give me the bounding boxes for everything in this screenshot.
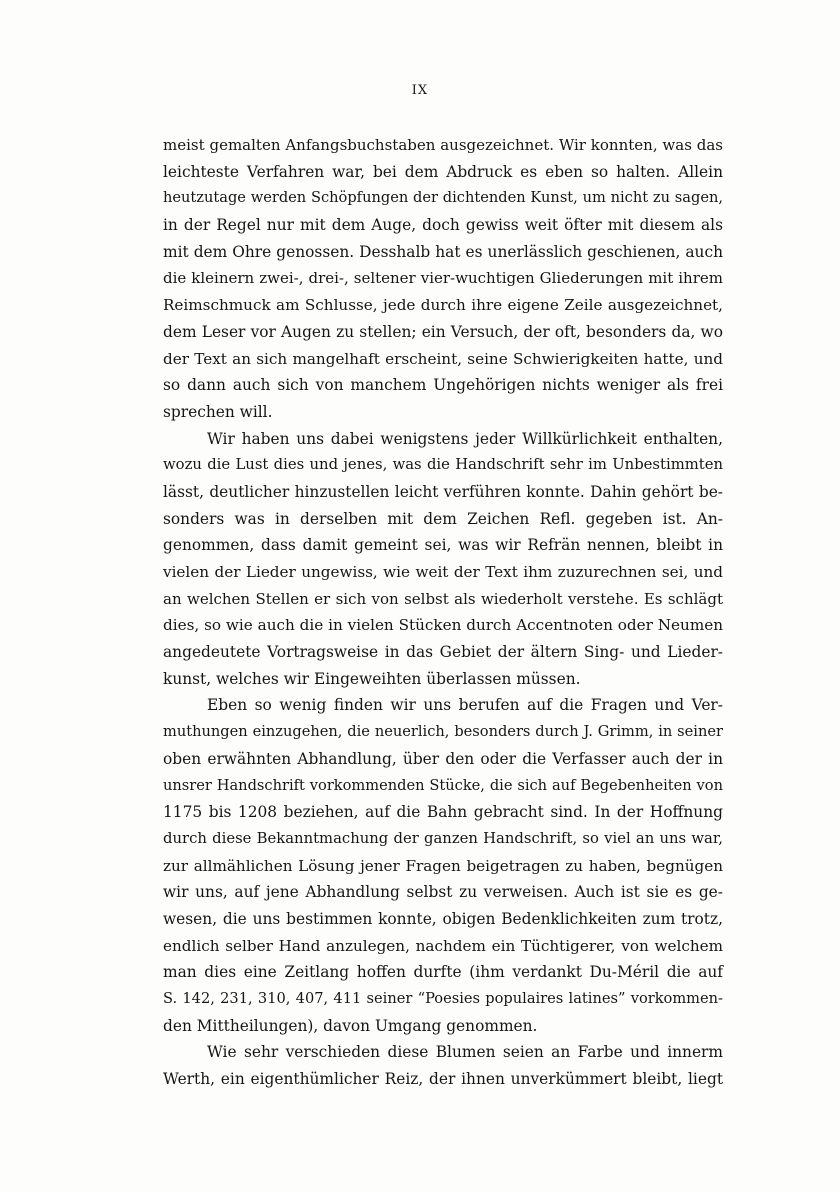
text-line: Reimschmuck am Schlusse, jede durch ihre eigene Zeile ausgezeichnet,	[163, 296, 723, 315]
text-line: leichteste Verfahren war, bei dem Abdruck es eben so halten. Allein	[163, 162, 723, 181]
text-line: 1175 bis 1208 beziehen, auf die Bahn gebracht sind. In der Hoffnung	[163, 803, 723, 822]
text-line: wozu die Lust dies und jenes, was die Handschrift sehr im Unbestimmten	[163, 456, 723, 474]
text-line: meist gemalten Anfangsbuchstaben ausgezeichnet. Wir konnten, was das	[163, 136, 723, 154]
text-line: kunst, welches wir Eingeweihten überlassen müssen.	[163, 669, 581, 688]
text-line: Werth, ein eigenthümlicher Reiz, der ihnen unverkümmert bleibt, liegt	[163, 1070, 723, 1089]
text-line: sprechen will.	[163, 402, 273, 421]
text-line: dem Leser vor Augen zu stellen; ein Versuch, der oft, besonders da, wo	[163, 322, 723, 341]
text-line: angedeutete Vortragsweise in das Gebiet der ältern Sing- und Lieder-	[163, 643, 723, 662]
text-line: lässt, deutlicher hinzustellen leicht verführen konnte. Dahin gehört be-	[163, 482, 723, 501]
text-line: in der Regel nur mit dem Auge, doch gewiss weit öfter mit diesem als	[163, 216, 723, 235]
text-line: mit dem Ohre genossen. Desshalb hat es unerlässlich geschienen, auch	[163, 242, 723, 261]
text-line: sonders was in derselben mit dem Zeichen Refl. gegeben ist. An-	[163, 509, 723, 528]
text-line: wesen, die uns bestimmen konnte, obigen Bedenklichkeiten zum trotz,	[163, 909, 723, 928]
text-line: Eben so wenig finden wir uns berufen auf die Fragen und Ver-	[207, 696, 723, 715]
text-line: durch diese Bekanntmachung der ganzen Handschrift, so viel an uns war,	[163, 829, 723, 847]
text-line: heutzutage werden Schöpfungen der dichtenden Kunst, um nicht zu sagen,	[163, 189, 723, 207]
text-line: Wie sehr verschieden diese Blumen seien an Farbe und innerm	[207, 1043, 723, 1062]
body-text	[163, 132, 723, 1093]
text-line: endlich selber Hand anzulegen, nachdem ein Tüchtigerer, von welchem	[163, 936, 723, 955]
text-line: an welchen Stellen er sich von selbst als wiederholt verstehe. Es schlägt	[163, 589, 723, 608]
text-line: S. 142, 231, 310, 407, 411 seiner “Poesies populaires latines” vorkommen-	[163, 990, 723, 1007]
text-line: so dann auch sich von manchem Ungehörigen nichts weniger als frei	[163, 376, 723, 395]
text-line: Wir haben uns dabei wenigstens jeder Willkürlichkeit enthalten,	[207, 429, 723, 448]
text-line: man dies eine Zeitlang hoffen durfte (ihm verdankt Du-Méril die auf	[163, 963, 723, 982]
text-line: dies, so wie auch die in vielen Stücken durch Accentnoten oder Neumen	[163, 616, 723, 635]
text-line: den Mittheilungen), davon Umgang genommen.	[163, 1016, 538, 1035]
page-number: IX	[411, 83, 429, 98]
text-line: genommen, dass damit gemeint sei, was wir Refrän nennen, bleibt in	[163, 536, 723, 555]
text-line: zur allmählichen Lösung jener Fragen beigetragen zu haben, begnügen	[163, 856, 723, 875]
text-line: unsrer Handschrift vorkommenden Stücke, die sich auf Begebenheiten von	[163, 776, 723, 794]
text-line: oben erwähnten Abhandlung, über den oder die Verfasser auch der in	[163, 749, 723, 768]
text-line: der Text an sich mangelhaft erscheint, seine Schwierigkeiten hatte, und	[163, 349, 723, 368]
text-line: die kleinern zwei-, drei-, seltener vier-wuchtigen Gliederungen mit ihrem	[163, 269, 723, 288]
text-line: wir uns, auf jene Abhandlung selbst zu verweisen. Auch ist sie es ge-	[163, 883, 723, 902]
text-line: vielen der Lieder ungewiss, wie weit der Text ihm zuzurechnen sei, und	[163, 563, 723, 581]
text-line: muthungen einzugehen, die neuerlich, besonders durch J. Grimm, in seiner	[163, 723, 723, 741]
